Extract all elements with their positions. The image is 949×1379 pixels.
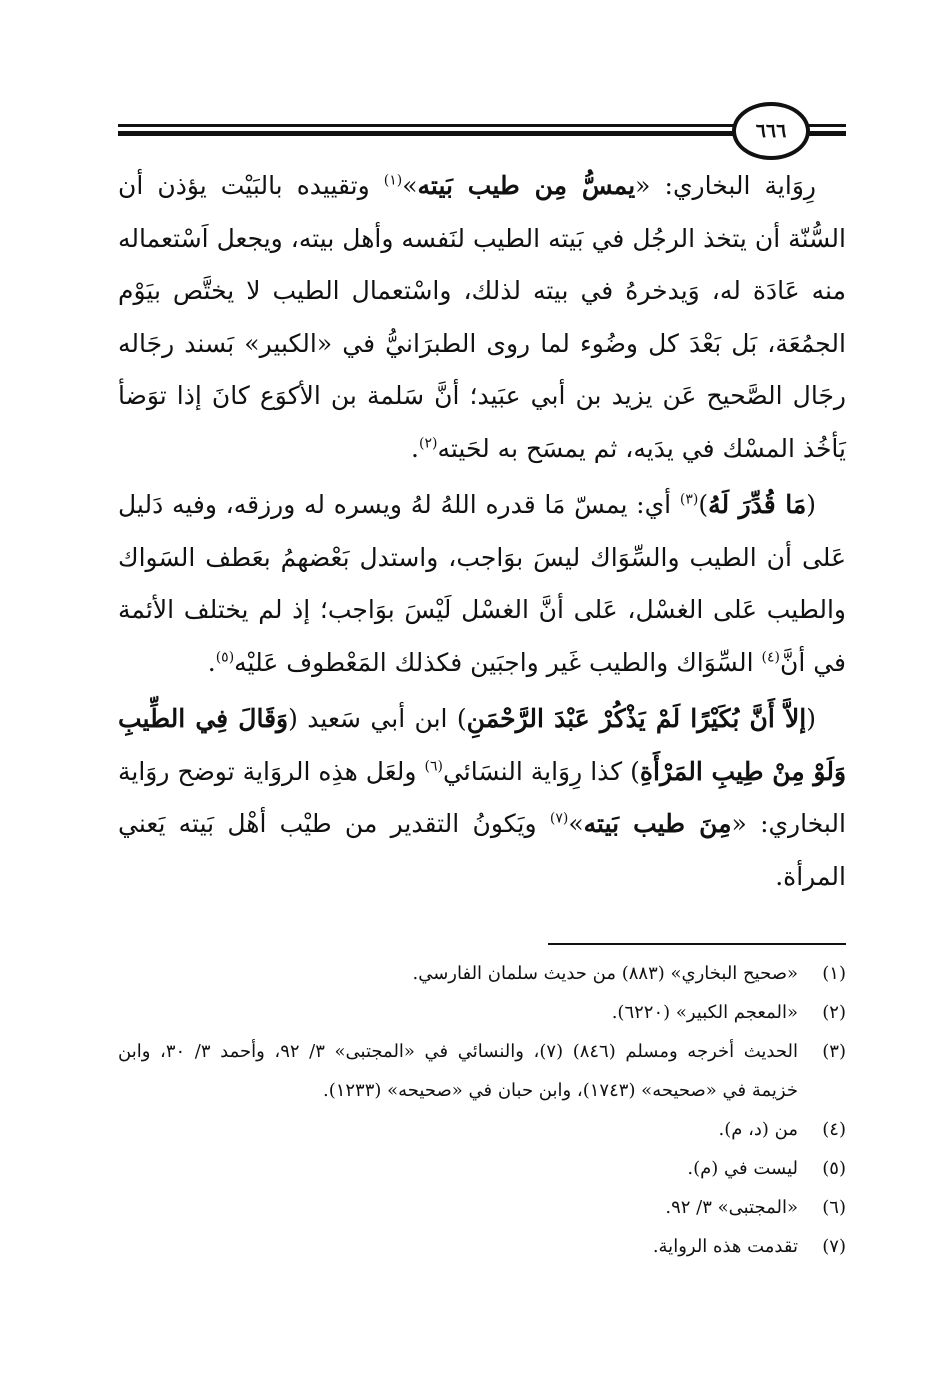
paragraph-3 [118, 693, 846, 903]
footnote-ref: (٧) [549, 810, 569, 827]
footnote-number: (٧) [822, 1236, 846, 1257]
paragraph-text: » [568, 809, 584, 838]
footnote-ref: (٥) [215, 649, 235, 666]
paragraph-text: ) ابن أبي سَعيد ( [288, 704, 467, 733]
footnote-item [118, 993, 846, 1032]
footnote-ref: (٢) [419, 435, 438, 452]
header-rule-right-thick [806, 131, 846, 136]
quoted-matn: إلاَّ أَنَّ بُكَيْرًا لَمْ يَذْكُرْ عَبْدَ الرَّحْمَنِ [466, 704, 807, 733]
paragraph-text: ويَكونُ التقدير من طيْب أهْل بَيته يَعني المرأة. [118, 809, 846, 891]
footnote-number: (٣) [822, 1041, 846, 1062]
footnote-text: «المجتبى» ٣/ ٩٢. [665, 1197, 798, 1218]
footnote-text: «المعجم الكبير» (٦٢٢٠). [611, 1002, 798, 1023]
footnote-ref: (٣) [679, 491, 699, 508]
paragraph-text: ولعَل هذِه الروَاية توضح روَاية البخاري: « [118, 756, 846, 838]
paragraph-text: ( [806, 490, 816, 519]
footnote-number: (٢) [822, 1002, 846, 1023]
paragraph-text: أي: يمسّ مَا قدره اللهُ لهُ ويسره له ورزقه، وفيه دَليل عَلى أن الطيب والسِّوَاك ليسَ بوَاجب، واستدل بَعْضهمُ بعَطف السَواك والطيب عَلى الغسْل، عَلى أنَّ الغسْل لَيْسَ بوَاجب؛ إذ لم يختلف الأئمة في أنَّ [118, 490, 846, 677]
footnote-item [118, 954, 846, 993]
page-number: ٦٦٦ [755, 120, 787, 142]
footnote-item [118, 1110, 846, 1149]
footnote-text: من (د، م). [718, 1119, 798, 1140]
footnote-ref: (٤) [761, 649, 780, 666]
header-rule-thin [118, 124, 738, 127]
paragraph-text: ) كذا رِوَاية النسَائي [442, 756, 640, 786]
footnote-number: (٤) [822, 1119, 846, 1140]
quoted-matn: مَا قُدِّرَ لَهُ [708, 490, 807, 519]
footnote-number: (٥) [822, 1158, 846, 1179]
footnotes-list [118, 954, 846, 1266]
footnote-text: تقدمت هذه الرواية. [652, 1236, 798, 1257]
paragraph-text: » [402, 171, 418, 200]
paragraph-1 [118, 160, 846, 475]
footnote-item [118, 1149, 846, 1188]
header-rule-right-thin [806, 124, 846, 127]
paragraph-text: ( [806, 704, 816, 733]
paragraph-text: رِوَاية البخاري: « [635, 171, 816, 200]
paragraph-text: وتقييده بالبَيْت يؤذن أن السُّنّة أن يتخذ الرجُل في بَيته الطيب لنَفسه وأهل بيته، ويجعل اَسْتعماله منه عَادَة له، وَيدخرهُ في بيته لذلك، واسْتعمال الطيب لا يختَّص بيَوْم الجمُعَة، بَل بَعْدَ كل وضُوء لما روى الطبرَانيُّ في «الكبير» بَسند رجَاله رجَال الصَّحيح عَن يزيد بن أبي عبَيد؛ أنَّ سَلمة بن الأكوَع كانَ إذا توَضأ يَأخُذ المسْك في يدَيه، ثم يمسَح به لحَيته [118, 171, 846, 463]
header-rule-thick [118, 131, 738, 136]
paragraph-text: . [411, 433, 419, 463]
paragraph-text: السِّوَاك والطيب غَير واجبَين فكذلك المَعْطوف عَليْه [234, 647, 762, 677]
quoted-matn: وَقَالَ فِي الطِّيبِ وَلَوْ مِنْ طِيبِ المَرْأَةِ [118, 704, 847, 786]
main-text [118, 160, 846, 903]
footnote-item [118, 1188, 846, 1227]
footnote-item [118, 1032, 846, 1110]
footnote-number: (١) [822, 963, 846, 984]
footnote-item [118, 1227, 846, 1266]
quoted-matn: يمسُّ مِن طيب بَيته [417, 171, 636, 200]
footnote-ref: (١) [383, 172, 403, 189]
footnote-text: الحديث أخرجه ومسلم (٨٤٦) (٧)، والنسائي في «المجتبى» ٣/ ٩٢، وأحمد ٣/ ٣٠، وابن خزيمة في «صحيحه» (١٧٤٣)، وابن حبان في «صحيحه» (١٢٣٣). [118, 1041, 798, 1101]
footnote-ref: (٦) [424, 758, 443, 775]
quoted-matn: مِنَ طيب بَيته [583, 809, 732, 838]
paragraph-2 [118, 479, 846, 689]
paragraph-text: ) [698, 490, 709, 519]
footnote-number: (٦) [822, 1197, 846, 1218]
paragraph-text: . [207, 647, 216, 677]
footnote-separator [548, 943, 846, 945]
footnote-text: ليست في (م). [687, 1158, 798, 1179]
footnote-text: «صحيح البخاري» (٨٨٣) من حديث سلمان الفارسي. [412, 963, 798, 984]
page-number-badge [732, 102, 810, 160]
